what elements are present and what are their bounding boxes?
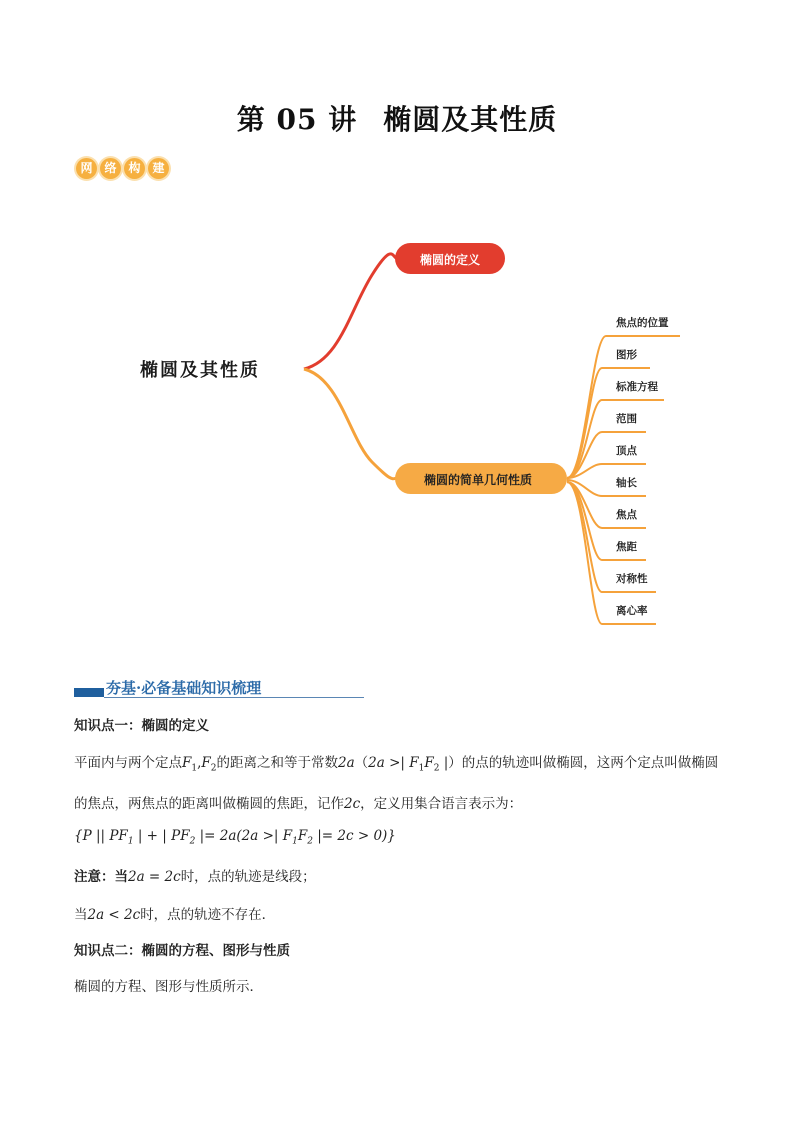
leaf-vertex: 顶点 <box>616 445 637 457</box>
badge-char: 网 <box>76 158 97 179</box>
branch-line-definition <box>304 254 398 369</box>
knowledge-point-1-title: 知识点一：椭圆的定义 <box>74 718 209 734</box>
mind-map <box>0 200 794 640</box>
leaf-focus: 焦点 <box>616 509 637 521</box>
leaf-axis-length: 轴长 <box>616 477 637 489</box>
leaf-focus-position: 焦点的位置 <box>616 317 669 329</box>
section-title: 夯基·必备基础知识梳理 <box>106 679 262 697</box>
badge-char: 络 <box>100 158 121 179</box>
definition-line-2: 的焦点，两焦点的距离叫做椭圆的焦距，记作2c，定义用集合语言表示为： <box>74 796 523 812</box>
badge-char: 建 <box>148 158 169 179</box>
mindmap-root: 椭圆及其性质 <box>140 360 260 381</box>
section-header <box>74 676 364 702</box>
leaf-standard-equation: 标准方程 <box>616 381 658 393</box>
set-expression: {P || $PF_1$ | + | $PF_2$ |= 2a(2a >| $F_1F_2$ |= 2c > 0)} <box>74 828 396 847</box>
section-strip <box>74 688 104 697</box>
branch-line-properties <box>304 369 398 479</box>
leaf-range: 范围 <box>616 413 637 425</box>
note-line-1: 注意：当2a = 2c时，点的轨迹是线段； <box>74 869 316 885</box>
branch-definition-label: 椭圆的定义 <box>419 253 481 267</box>
leaf-eccentricity: 离心率 <box>616 605 648 617</box>
knowledge-point-2-title: 知识点二：椭圆的方程、图形与性质 <box>74 943 290 959</box>
network-build-badge <box>74 154 172 184</box>
lecture-topic: 椭圆及其性质 <box>383 103 558 136</box>
branch-properties-label: 椭圆的简单几何性质 <box>423 473 533 487</box>
leaf-symmetry: 对称性 <box>616 573 648 585</box>
leaf-graph: 图形 <box>616 349 637 361</box>
note-line-2: 当2a < 2c时，点的轨迹不存在． <box>74 907 276 923</box>
definition-line-1: 平面内与两个定点$F_1,F_2$的距离之和等于常数2a（2a >| $F_1F_2$ |）的点的轨迹叫做椭圆，这两个定点叫做椭圆 <box>74 755 719 774</box>
lecture-number: 第 05 讲 <box>236 103 358 136</box>
page-title <box>0 98 794 138</box>
badge-char: 构 <box>124 158 145 179</box>
knowledge-point-2-text: 椭圆的方程、图形与性质所示． <box>74 979 263 995</box>
leaf-focal-distance: 焦距 <box>616 541 637 553</box>
